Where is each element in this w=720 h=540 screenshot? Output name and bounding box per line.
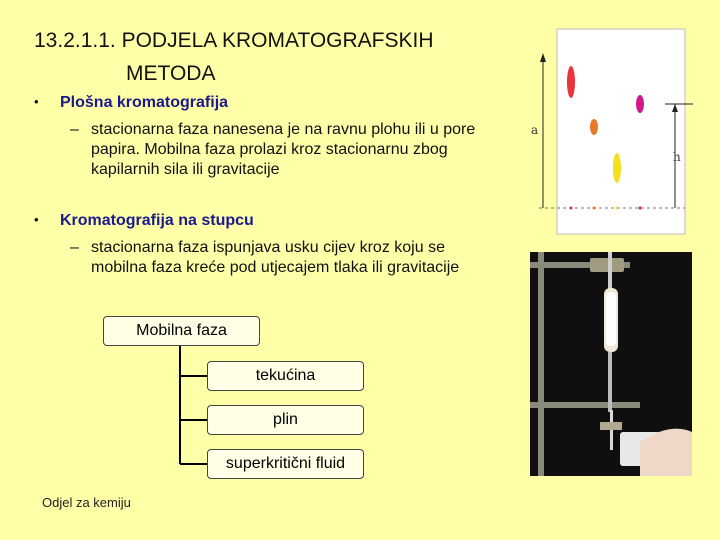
label-h: h	[673, 150, 681, 164]
dash-marker: –	[70, 121, 79, 138]
sub-bullet-text-planar: stacionarna faza nanesena je na ravnu plohu ili u pore papira. Mobilna faza prolazi kroz stacionarnu zbog kapilarnih sila ili gravitacije	[91, 121, 476, 178]
tlc-plate	[557, 29, 685, 234]
dash-marker: –	[70, 239, 79, 256]
tree-child-gas: plin	[207, 405, 364, 435]
tree-root-box: Mobilna faza	[103, 316, 260, 346]
tlc-plate-diagram	[525, 22, 715, 242]
bullet-marker: •	[34, 94, 39, 109]
spot-magenta	[636, 95, 644, 113]
origin-dot-magenta	[639, 207, 642, 210]
spot-red	[567, 66, 575, 98]
column-chromatography-photo	[530, 252, 692, 476]
sub-bullet-text-column: stacionarna faza ispunjava usku cijev kroz koju se mobilna faza kreće pod utjecajem tlaka ili gravitacije	[91, 239, 460, 276]
bullet-heading-planar: Plošna kromatografija	[60, 94, 229, 111]
label-a: a	[531, 123, 539, 137]
tree-child-liquid: tekućina	[207, 361, 364, 391]
origin-dot-orange	[593, 207, 596, 210]
arrow-a-head	[540, 53, 546, 62]
footer-department: Odjel za kemiju	[42, 495, 131, 510]
spot-yellow	[613, 153, 621, 183]
title-line-2: METODA	[126, 62, 216, 85]
origin-dot-yellow	[616, 207, 619, 210]
origin-dot-red	[570, 207, 573, 210]
bullet-marker: •	[34, 212, 39, 227]
tree-child-supercritical: superkritični fluid	[207, 449, 364, 479]
title-line-1: 13.2.1.1. PODJELA KROMATOGRAFSKIH	[34, 29, 434, 52]
bullet-heading-column: Kromatografija na stupcu	[60, 212, 254, 229]
spot-orange	[590, 119, 598, 135]
